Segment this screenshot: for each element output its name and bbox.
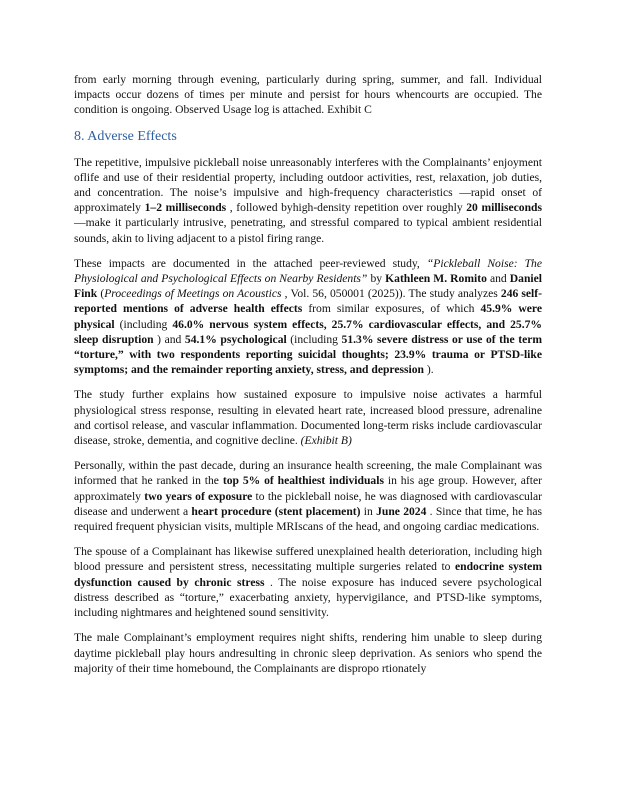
study-title: “Pickleball Noise: The Physiological and Psychological Effects on Nearby Residents” — [74, 256, 543, 286]
emphasis-endocrine: endocrine system dysfunction caused by chronic stress — [74, 560, 542, 589]
emphasis-repetition: 20 milliseconds — [466, 201, 542, 215]
paragraph-employment: The male Complainant’s employment requires night shifts, rendering him unable to sleep during daytime pickleball play hours andresulting in chronic sleep deprivation. As seniors who spend the majority of their time homebound, the Complainants are dispropo rtionately — [74, 631, 542, 675]
paragraph-stress-response: The study further explains how sustained exposure to impulsive noise activates a harmful physiological stress response, resulting in elevated heart rate, increased blood pressure, adrenaline and cortisol release, and vascular inflammation. Documented long-term risks include cardiovascular disease, stroke, dementia, and cognitive decline. (Exhibit B) — [74, 388, 542, 448]
section-heading: 8. Adverse Effects — [74, 128, 177, 144]
document-page — [74, 72, 542, 686]
paragraph-usage: from early morning through evening, particularly during spring, summer, and fall. Individual impacts occur dozens of times per minute and persist for hours whencourts are occupied. The condition is ongoing. Observed Usage log is attached. Exhibit C — [74, 73, 542, 117]
paragraph-study: These impacts are documented in the attached peer-reviewed study, “Pickleball Noise: The Physiological and Psychological Effects on Nearby Residents” by Kathleen M. Romito and Daniel Fink (Proceedings of Meetings on Acoustics , Vol. 56, 050001 (2025)). The study analyzes 246 self-reported mentions of adverse health effects from similar exposures, of which 45.9% were physical (including 46.0% nervous system effects, 25.7% cardiovascular effects, and 25.7% sleep disruption ) and 54.1% psychological (including 51.3% severe distress or use of the term “torture,” with two respondents reporting suicidal thoughts; 23.9% trauma or PTSD-like symptoms; and the remainder reporting anxiety, stress, and depression ). — [74, 256, 543, 377]
emphasis-physical-breakdown: 46.0% nervous system effects, 25.7% cardiovascular effects, and 25.7% sleep disruption — [74, 317, 542, 346]
journal-name: Proceedings of Meetings on Acoustics — [104, 287, 282, 301]
author-romito: Kathleen M. Romito — [385, 272, 487, 286]
emphasis-exposure: two years of exposure — [144, 489, 253, 503]
emphasis-procedure: heart procedure (stent placement) — [191, 504, 361, 518]
emphasis-onset: 1–2 milliseconds — [144, 201, 227, 215]
emphasis-physical: 45.9% were physical — [74, 302, 542, 331]
exhibit-ref: (Exhibit B) — [300, 434, 352, 448]
paragraph-male-complainant: Personally, within the past decade, during an insurance health screening, the male Complainant was informed that he ranked in the top 5% of healthiest individuals in his age group. However, after approximately two years of exposure to the pickleball noise, he was diagnosed with cardiovascular disease and underwent a heart procedure (stent placement) in June 2024 . Since that time, he has required frequent physician visits, multiple MRIscans of the head, and ongoing cardiac medications. — [74, 459, 542, 534]
author-fink: Daniel Fink — [74, 272, 543, 301]
emphasis-mentions: 246 self-reported mentions of adverse health effects — [74, 287, 543, 316]
emphasis-psychological: 54.1% psychological — [184, 332, 287, 346]
paragraph-spouse: The spouse of a Complainant has likewise suffered unexplained health deterioration, including high blood pressure and persistent stress, necessitating multiple surgeries related to endocrine system dysfunction caused by chronic stress . The noise exposure has induced severe psychological distress described as “torture,” exacerbating anxiety, hypervigilance, and PTSD-like symptoms, including nightmares and heightened sound sensitivity. — [74, 545, 542, 620]
paragraph-interference: The repetitive, impulsive pickleball noise unreasonably interferes with the Complainants’ enjoyment oflife and use of their residential property, including outdoor activities, rest, relaxation, job duties, and concentration. The noise’s impulsive and high-frequency characteristics —rapid onset of approximately 1–2 milliseconds , followed byhigh-density repetition over roughly 20 milliseconds —make it particularly intrusive, penetrating, and stressful compared to typical ambient residential sounds, akin to living adjacent to a pistol firing range. — [74, 155, 542, 245]
emphasis-healthiest: top 5% of healthiest individuals — [222, 474, 384, 488]
emphasis-psychological-breakdown: 51.3% severe distress or use of the term “torture,” with two respondents reporting suicidal thoughts; 23.9% trauma or PTSD-like symptoms; and the remainder reporting anxiety, stress, and depression — [74, 332, 543, 377]
emphasis-date: June 2024 — [376, 504, 427, 518]
